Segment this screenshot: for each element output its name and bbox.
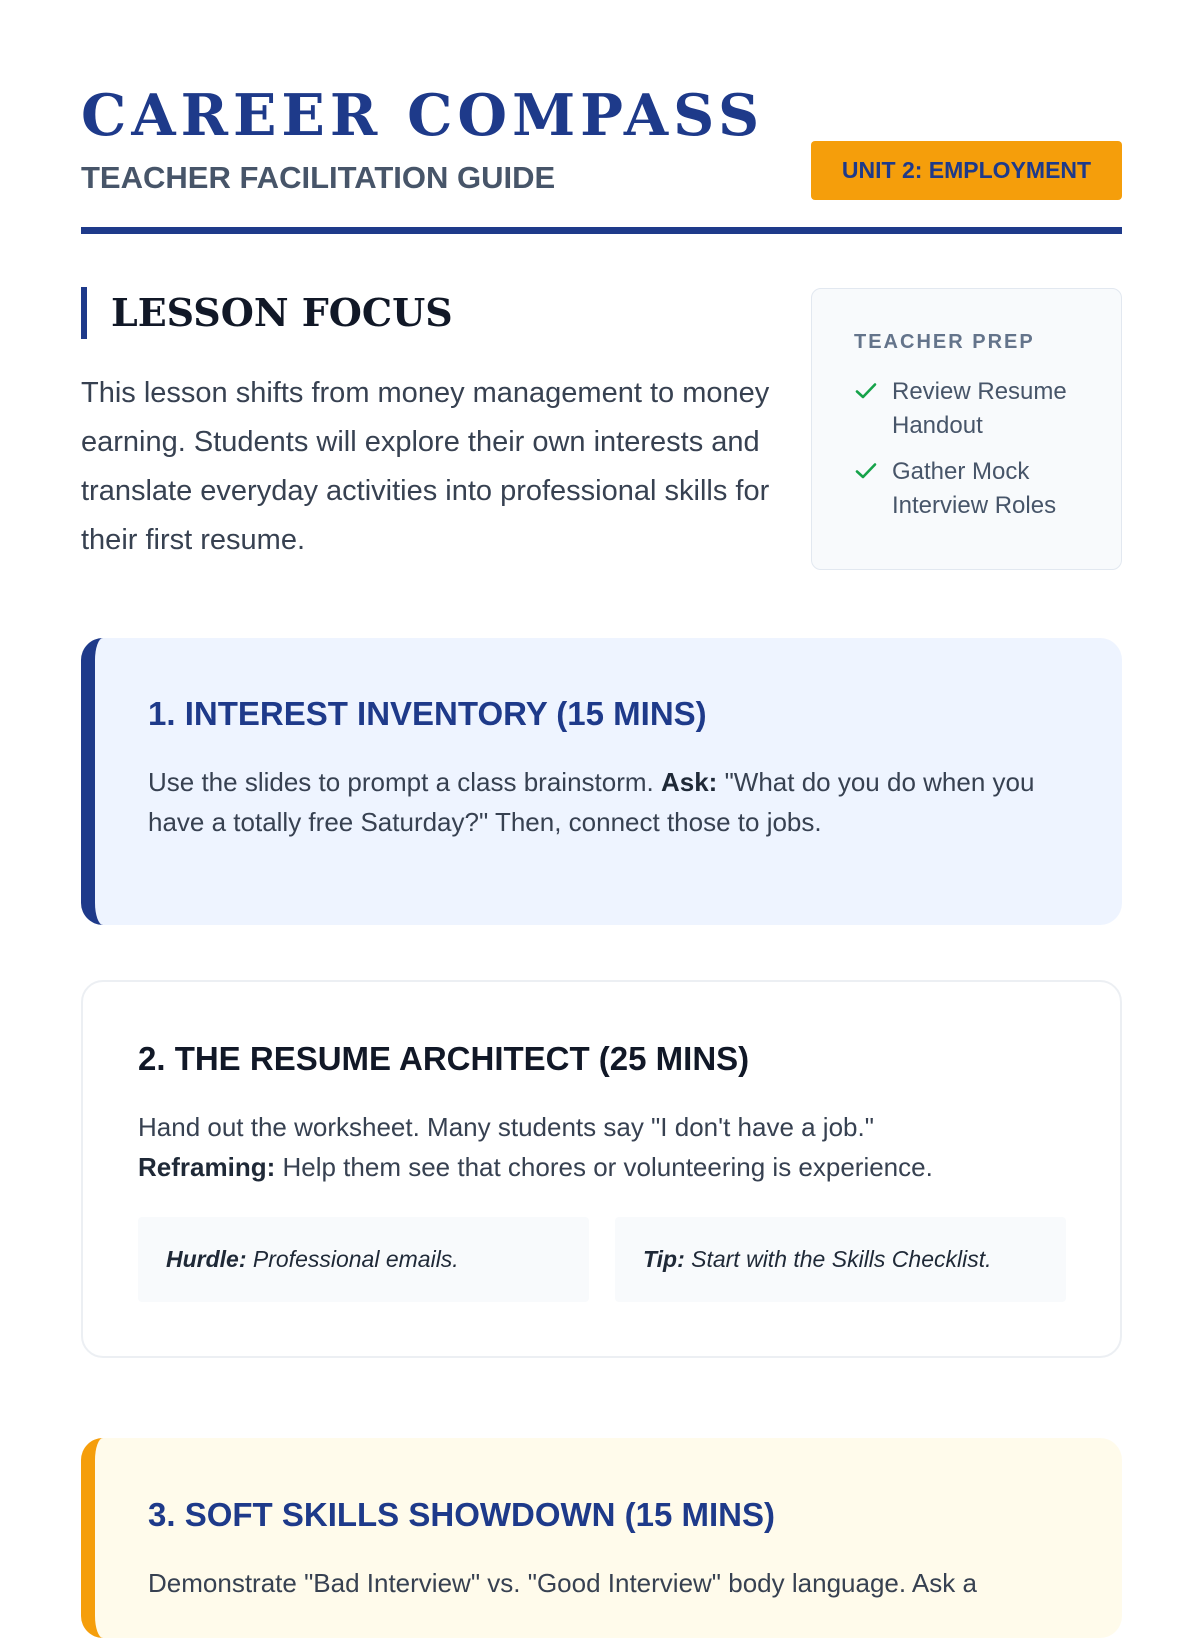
activity-text-part: "What do you do when you have a totally free Saturday?" Then, connect those to jobs.	[148, 767, 1035, 837]
page-title: CAREER COMPASS	[81, 82, 765, 149]
lesson-focus-section	[81, 235, 1122, 570]
activity-text	[138, 1107, 1066, 1187]
prep-item-label: Gather Mock Interview Roles	[892, 458, 1057, 519]
teacher-prep-title: TEACHER PREP	[854, 331, 1035, 353]
unit-badge: UNIT 2: EMPLOYMENT	[811, 141, 1122, 200]
activity-text-part: Help them see that chores or volunteering is experience.	[275, 1152, 933, 1182]
page-header	[81, 0, 1122, 235]
activity-title: 2. THE RESUME ARCHITECT (25 MINS)	[138, 1040, 750, 1077]
page-subtitle: TEACHER FACILITATION GUIDE	[81, 160, 556, 195]
activity-emphasis: Ask:	[660, 767, 718, 797]
prep-item	[854, 455, 1121, 523]
teacher-prep-card	[811, 288, 1122, 570]
activity-resume-architect	[81, 980, 1122, 1358]
check-icon	[854, 379, 878, 403]
hurdle-text: Professional emails.	[246, 1246, 459, 1272]
prep-item	[854, 375, 1121, 443]
tip-row	[138, 1217, 1066, 1302]
header-divider	[81, 227, 1122, 234]
tip-label: Tip:	[643, 1246, 685, 1272]
lesson-focus-text: This lesson shifts from money management to money earning. Students will explore their own interests and translate everyday activities into professional skills for their first resume.	[81, 377, 770, 556]
hurdle-box	[138, 1217, 589, 1302]
activity-text	[148, 762, 1066, 842]
activity-text-part: Use the slides to prompt a class brainstorm.	[148, 767, 661, 797]
activity-soft-skills-showdown	[81, 1438, 1122, 1638]
activity-text: Demonstrate "Bad Interview" vs. "Good Interview" body language. Ask a	[148, 1568, 977, 1598]
activity-title: 3. SOFT SKILLS SHOWDOWN (15 MINS)	[148, 1496, 776, 1533]
activity-text-part: Hand out the worksheet. Many students say "I don't have a job."	[138, 1112, 874, 1142]
activity-title: 1. INTEREST INVENTORY (15 MINS)	[148, 695, 707, 732]
prep-item-label: Review Resume Handout	[892, 378, 1067, 439]
tip-box	[615, 1217, 1066, 1302]
activity-interest-inventory	[81, 638, 1122, 925]
lesson-focus-heading: LESSON FOCUS	[81, 287, 771, 339]
lesson-focus	[81, 287, 771, 565]
hurdle-label: Hurdle:	[166, 1246, 247, 1272]
tip-text: Start with the Skills Checklist.	[684, 1246, 992, 1272]
check-icon	[854, 459, 878, 483]
activity-emphasis: Reframing:	[138, 1152, 276, 1182]
teacher-prep-list	[854, 375, 1121, 523]
